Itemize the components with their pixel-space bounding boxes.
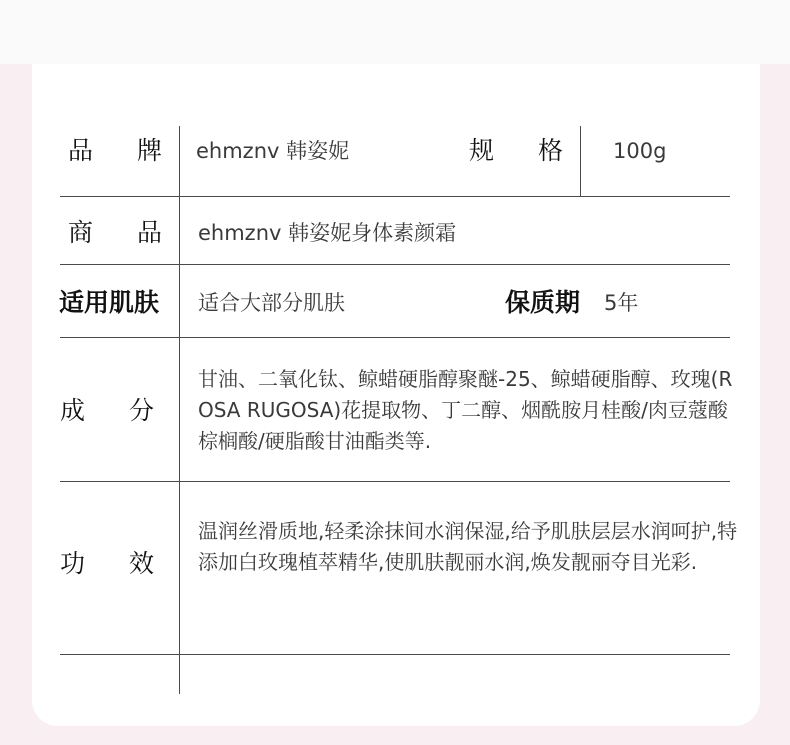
top-band: [0, 0, 790, 64]
ingredients-label-char: 成: [60, 396, 86, 425]
label-column-divider: [179, 126, 180, 694]
efficacy-label: [60, 549, 154, 579]
row-divider: [60, 654, 730, 655]
spec-label-char: 规: [469, 136, 495, 165]
row-divider: [60, 264, 730, 265]
efficacy-label-char: 效: [128, 549, 154, 578]
spec-column-divider: [580, 126, 581, 196]
ingredients-label-char: 分: [128, 396, 154, 425]
efficacy-value: 温润丝滑质地,轻柔涂抹间水润保湿,给予肌肤层层水润呵护,特添加白玫瑰植萃精华,使肌肤靓丽水润,焕发靓丽夺目光彩.: [198, 519, 738, 574]
row-divider: [60, 337, 730, 338]
ingredients-value: 甘油、二氧化钛、鲸蜡硬脂醇聚醚-25、鲸蜡硬脂醇、玫瑰(ROSA RUGOSA)花提取物、丁二醇、烟酰胺月桂酸/肉豆蔻酸棕榈酸/硬脂酸甘油酯类等.: [198, 367, 733, 453]
spec-label-char: 格: [537, 136, 563, 165]
ingredients-label: [60, 396, 154, 426]
product-label-char: 商: [68, 218, 94, 247]
brand-value: ehmznv 韩姿妮: [196, 139, 350, 163]
efficacy-label-char: 功: [60, 549, 86, 578]
skin-type-value: 适合大部分肌肤: [198, 291, 345, 315]
product-label: [68, 218, 162, 248]
shelf-life-value: 5年: [604, 291, 639, 315]
row-divider: [60, 481, 730, 482]
product-label-char: 品: [136, 218, 162, 247]
spec-label: [469, 136, 563, 166]
product-value: ehmznv 韩姿妮身体素颜霜: [198, 221, 457, 245]
brand-label-char: 品: [68, 136, 94, 165]
brand-label-char: 牌: [136, 136, 162, 165]
spec-value: 100g: [613, 139, 667, 163]
skin-type-label: 适用肌肤: [59, 288, 160, 317]
shelf-life-label: 保质期: [505, 288, 581, 317]
brand-label: [68, 136, 162, 166]
row-divider: [60, 196, 730, 197]
